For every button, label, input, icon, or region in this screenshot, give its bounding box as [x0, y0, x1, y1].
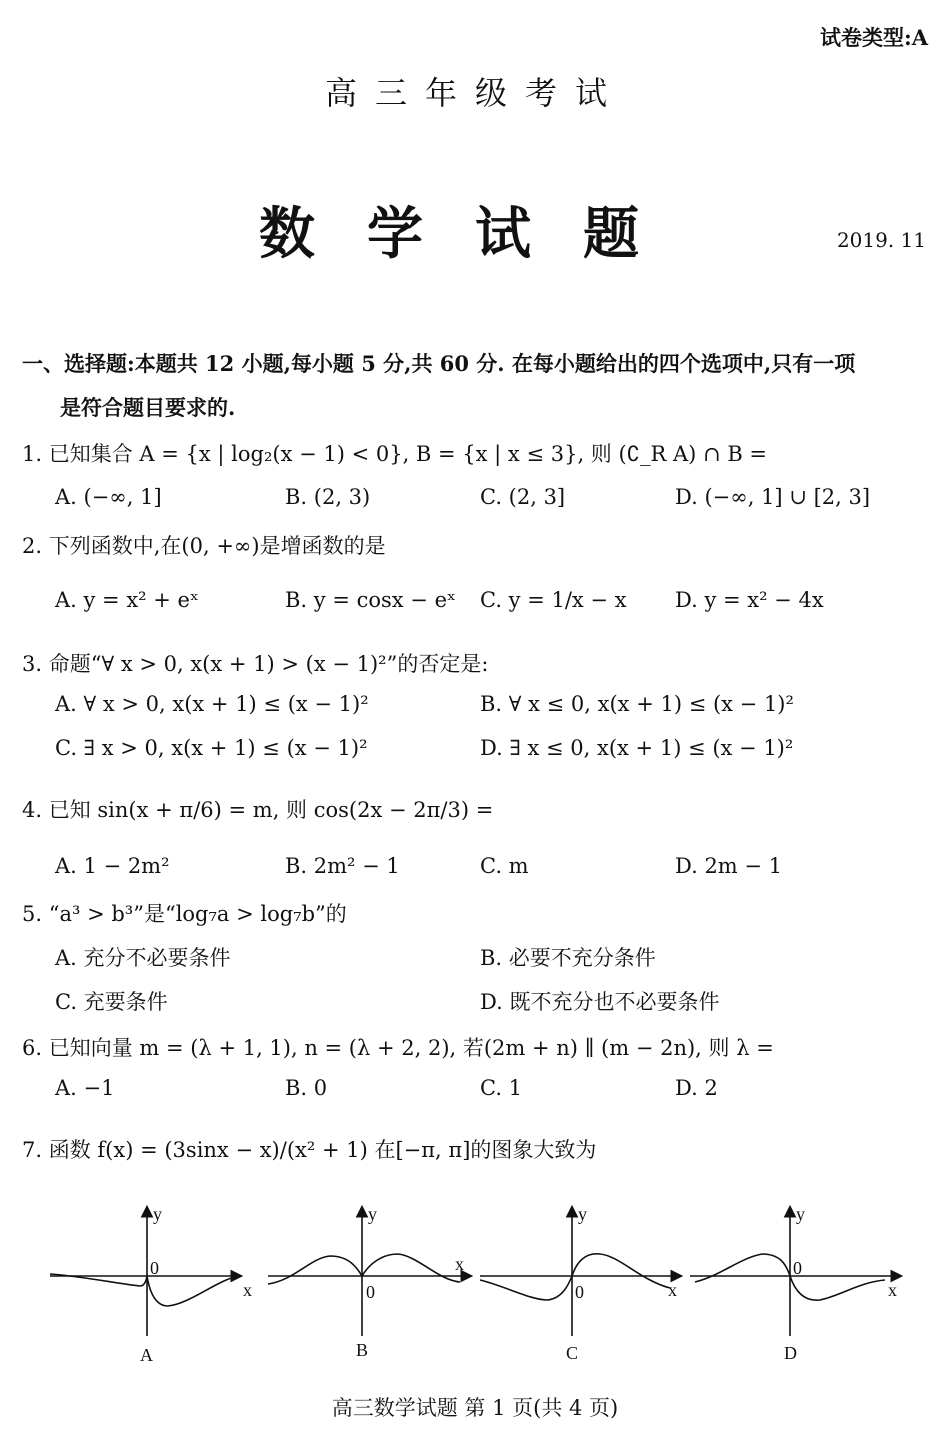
question-number: 7.	[22, 1138, 43, 1162]
section-heading	[22, 342, 932, 430]
paper-type: 试卷类型:A	[819, 25, 928, 50]
graph-b-label: B	[356, 1340, 369, 1360]
question-number: 2.	[22, 534, 43, 558]
graph-a-y-label: y	[153, 1204, 162, 1224]
question-number: 4.	[22, 798, 43, 822]
graph-c-label: C	[566, 1343, 579, 1363]
q3-option-d: D. ∃ x ≤ 0, x(x + 1) ≤ (x − 1)²	[480, 736, 794, 760]
question-stem: “a³ > b³”是“log₇a > log₇b”的	[48, 902, 347, 926]
section-heading-line1: 一、选择题:本题共 12 小题,每小题 5 分,共 60 分. 在每小题给出的四个选项中,只有一项	[22, 351, 856, 376]
question-3	[22, 648, 488, 678]
graph-c-y-label: y	[578, 1204, 587, 1224]
q4-option-b: B. 2m² − 1	[285, 854, 400, 878]
question-number: 1.	[22, 442, 43, 466]
q5-option-b: B. 必要不充分条件	[480, 946, 656, 970]
q6-option-d: D. 2	[675, 1076, 718, 1100]
graph-a-origin-label: 0	[150, 1258, 159, 1278]
graph-a-x-label: x	[243, 1280, 252, 1300]
exam-date: 2019. 11	[836, 228, 926, 252]
page-footer: 高三数学试题 第 1 页(共 4 页)	[331, 1396, 619, 1420]
question-stem: 已知集合 A = {x | log₂(x − 1) < 0}, B = {x | x ≤ 3}, 则 (∁_R A) ∩ B =	[48, 442, 768, 466]
q6-option-a: A. −1	[55, 1076, 115, 1100]
graph-d-label: D	[784, 1343, 797, 1363]
question-6	[22, 1032, 774, 1062]
question-5	[22, 898, 347, 928]
q4-option-d: D. 2m − 1	[675, 854, 783, 878]
graph-d-y-label: y	[796, 1204, 805, 1224]
graph-d-origin-label: 0	[793, 1258, 802, 1278]
question-stem: 函数 f(x) = (3sinx − x)/(x² + 1) 在[−π, π]的图象大致为	[48, 1138, 597, 1162]
graph-d-x-label: x	[888, 1280, 897, 1300]
q5-option-d: D. 既不充分也不必要条件	[480, 990, 720, 1014]
q7-graph-options	[40, 1196, 920, 1376]
graph-b-x-label: x	[455, 1254, 464, 1274]
question-stem: 已知向量 m = (λ + 1, 1), n = (λ + 2, 2), 若(2m + n) ∥ (m − 2n), 则 λ =	[48, 1036, 774, 1060]
question-2	[22, 530, 386, 560]
q5-option-c: C. 充要条件	[55, 990, 168, 1014]
question-number: 6.	[22, 1036, 43, 1060]
question-stem: 已知 sin(x + π/6) = m, 则 cos(2x − 2π/3) =	[48, 798, 494, 822]
q4-option-c: C. m	[480, 854, 529, 878]
question-number: 3.	[22, 652, 43, 676]
graph-c-x-label: x	[668, 1280, 677, 1300]
q1-option-b: B. (2, 3)	[285, 485, 371, 509]
question-stem: 下列函数中,在(0, +∞)是增函数的是	[48, 534, 386, 558]
q2-option-b: B. y = cosx − eˣ	[285, 588, 456, 612]
q2-option-d: D. y = x² − 4x	[675, 588, 824, 612]
graph-b	[268, 1208, 470, 1336]
q2-option-c: C. y = 1/x − x	[480, 588, 627, 612]
q1-option-c: C. (2, 3]	[480, 485, 566, 509]
q3-option-c: C. ∃ x > 0, x(x + 1) ≤ (x − 1)²	[55, 736, 368, 760]
graph-c	[480, 1208, 680, 1336]
q3-option-a: A. ∀ x > 0, x(x + 1) ≤ (x − 1)²	[55, 692, 369, 716]
q4-option-a: A. 1 − 2m²	[55, 854, 170, 878]
q1-option-d: D. (−∞, 1] ∪ [2, 3]	[675, 485, 871, 509]
graph-c-origin-label: 0	[575, 1282, 584, 1302]
question-7	[22, 1134, 596, 1164]
q6-option-c: C. 1	[480, 1076, 523, 1100]
graph-b-y-label: y	[368, 1204, 377, 1224]
question-1	[22, 438, 767, 468]
question-4	[22, 794, 493, 824]
q1-option-a: A. (−∞, 1]	[55, 485, 162, 509]
subject-title: 数学试题	[259, 201, 691, 267]
exam-name: 高三年级考试	[324, 74, 625, 112]
graph-a-label: A	[140, 1345, 153, 1365]
graph-b-origin-label: 0	[366, 1282, 375, 1302]
q3-option-b: B. ∀ x ≤ 0, x(x + 1) ≤ (x − 1)²	[480, 692, 794, 716]
section-heading-line2: 是符合题目要求的.	[60, 395, 236, 420]
q2-option-a: A. y = x² + eˣ	[55, 588, 199, 612]
q6-option-b: B. 0	[285, 1076, 328, 1100]
question-stem: 命题“∀ x > 0, x(x + 1) > (x − 1)²”的否定是:	[48, 652, 489, 676]
question-number: 5.	[22, 902, 43, 926]
graph-a	[50, 1208, 240, 1336]
q5-option-a: A. 充分不必要条件	[55, 946, 231, 970]
